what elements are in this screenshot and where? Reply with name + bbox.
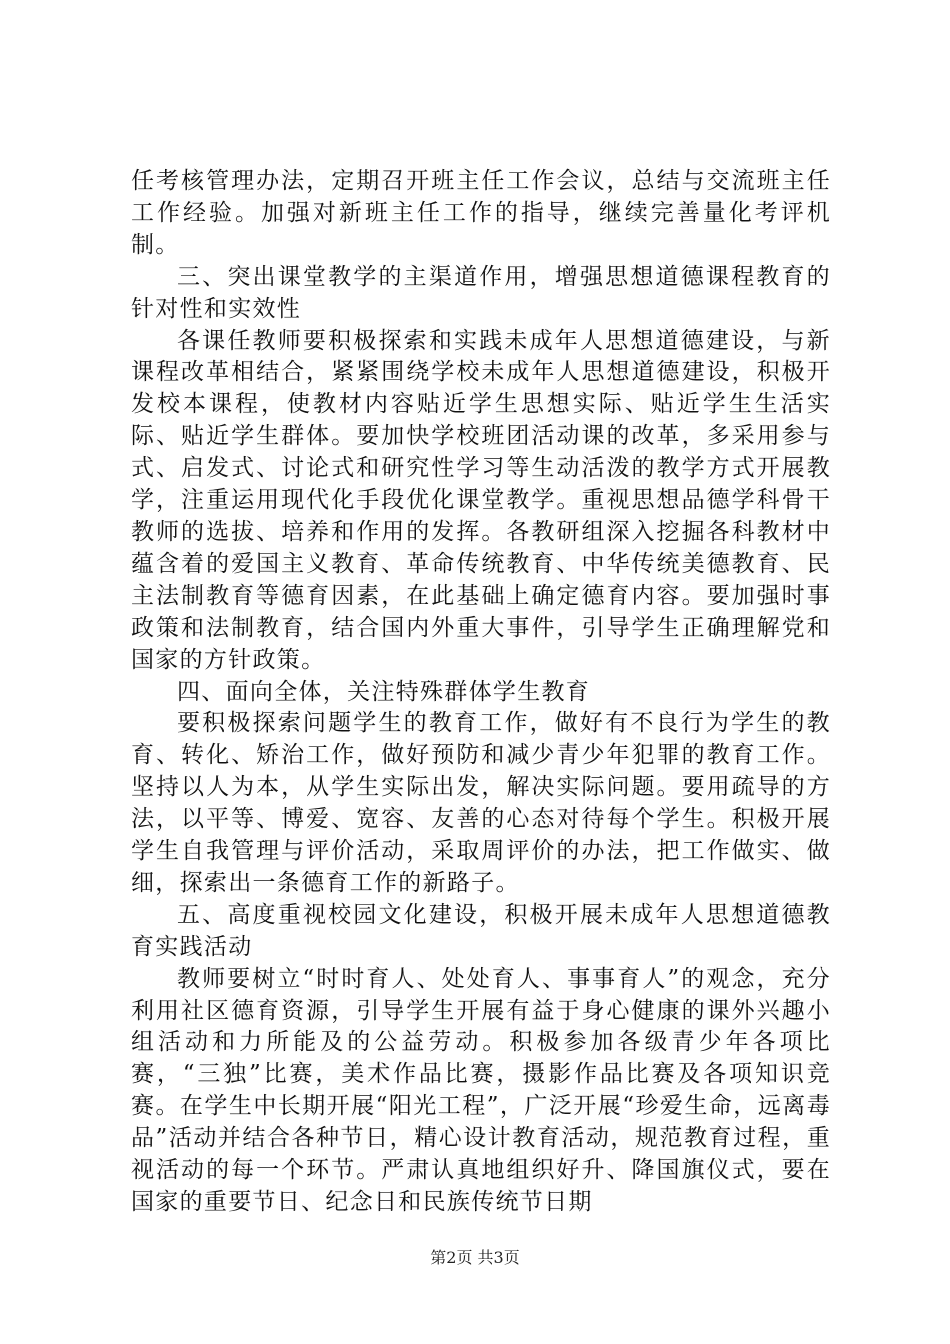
paragraph-classroom-teaching: 各课任教师要积极探索和实践未成年人思想道德建设，与新课程改革相结合，紧紧围绕学校未成年人思想道德建设，积极开发校本课程，使教材内容贴近学生思想实际、贴近学生生活实际、贴近学生群体。要加快学校班团活动课的改革，多采用参与式、启发式、讨论式和研究性学习等生动活泼的教学方式开展教学，注重运用现代化手段优化课堂教学。重视思想品德学科骨干教师的选拔、培养和作用的发挥。各教研组深入挖掘各科教材中蕴含着的爱国主义教育、革命传统教育、中华传统美德教育、民主法制教育等德育因素，在此基础上确定德育内容。要加强时事政策和法制教育，结合国内外重大事件，引导学生正确理解党和国家的方针政策。 [131, 327, 831, 673]
section-heading-5: 五、高度重视校园文化建设，积极开展未成年人思想道德教育实践活动 [131, 901, 831, 960]
paragraph-continuation: 任考核管理办法，定期召开班主任工作会议，总结与交流班主任工作经验。加强对新班主任工作的指导，继续完善量化考评机制。 [131, 168, 831, 258]
section-heading-4: 四、面向全体，关注特殊群体学生教育 [177, 678, 591, 705]
page-number-footer: 第2页 共3页 [430, 1248, 520, 1267]
section-heading-3: 三、突出课堂教学的主渠道作用，增强思想道德课程教育的针对性和实效性 [131, 263, 831, 322]
paragraph-campus-culture: 教师要树立“时时育人、处处育人、事事育人”的观念，充分利用社区德育资源，引导学生开展有益于身心健康的课外兴趣小组活动和力所能及的公益劳动。积极参加各级青少年各项比赛，“三独”比赛，美术作品比赛，摄影作品比赛及各项知识竞赛。在学生中长期开展“阳光工程”，广泛开展“珍爱生命，远离毒品”活动并结合各种节日，精心设计教育活动，规范教育过程，重视活动的每一个环节。严肃认真地组织好升、降国旗仪式，要在国家的重要节日、纪念日和民族传统节日期 [131, 965, 831, 1215]
document-body [131, 166, 831, 1219]
paragraph-special-groups: 要积极探索问题学生的教育工作，做好有不良行为学生的教育、转化、矫治工作，做好预防和减少青少年犯罪的教育工作。坚持以人为本，从学生实际出发，解决实际问题。要用疏导的方法，以平等、博爱、宽容、友善的心态对待每个学生。积极开展学生自我管理与评价活动，采取周评价的办法，把工作做实、做细，探索出一条德育工作的新路子。 [131, 710, 831, 896]
